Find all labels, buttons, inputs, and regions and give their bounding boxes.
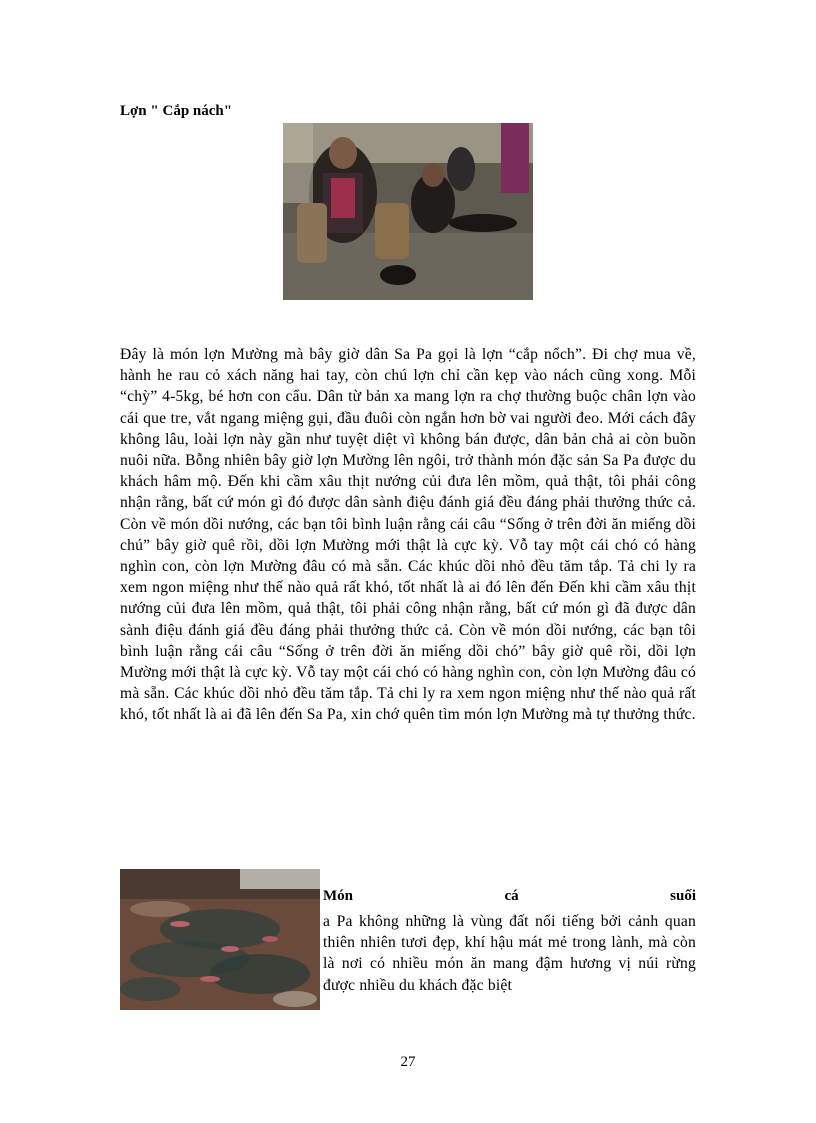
fish-title-word-1: Món: [323, 888, 353, 904]
stream-fish-paragraph: a Pa không những là vùng đất nổi tiếng bởi cảnh quan thiên nhiên tươi đẹp, khí hậu mát mẻ trong lành, mà còn là nơi có nhiều món ăn mang đậm hương vị núi rừng được nhiều du khách đặc biệt: [323, 913, 696, 994]
section-title-stream-fish: [323, 888, 696, 905]
section-title-pig: Lợn " Cắp nách": [120, 103, 233, 119]
stream-fish-photo: [120, 869, 320, 1010]
fish-title-word-2: cá: [504, 888, 519, 904]
stream-fish-illustration: [120, 869, 320, 1010]
pig-dish-paragraph: Đây là món lợn Mường mà bây giờ dân Sa Pa gọi là lợn “cắp nổch”. Đi chợ mua về, hành he rau cỏ xách năng hai tay, còn chú lợn chỉ cần kẹp vào nách cũng xong. Mỗi “chỳ” 4-5kg, bé hơn con cẩu. Dân từ bản xa mang lợn ra chợ thường buộc chân lợn vào cái que tre, vắt ngang miệng gụi, đầu đuôi còn ngắn hơn bờ vai người đeo. Mới cách đây không lâu, loài lợn này gần như tuyệt diệt vì không bán được, dân bản chả ai còn buồn nuôi nữa. Bỗng nhiên bây giờ lợn Mường lên ngôi, trở thành món đặc sản Sa Pa được du khách hâm mộ. Đến khi cầm xâu thịt nướng củi đưa lên mồm, quả thật, tôi phải công nhận rằng, bất cứ món gì đó được dân sành điệu đánh giá đều đáng phải thưởng thức cả. Còn về món dồi nướng, các bạn tôi bình luận rằng cái câu “Sống ở trên đời ăn miếng dồi chú” bây giờ quê rồi, dồi lợn Mường mới thật là cực kỳ. Vỗ tay một cái chó có hàng nghìn con, còn lợn Mường đâu có mà sẵn. Các khúc dồi nhỏ đều tăm tắp. Tả chi ly ra xem ngon miệng như thế nào quả rất khó, tốt nhất là ai đó lên đến Đến khi cầm xâu thịt nướng củi đưa lên mồm, quả thật, tôi phải công nhận rằng, bất cứ món gì đã được dân sành điệu đánh giá đều đáng phải thưởng thức cả. Còn về món dồi nướng, các bạn tôi bình luận rằng cái câu “Sống ở trên đời ăn miếng dồi chó” bây giờ quê rồi, dồi lợn Mường mới thật là cực kỳ. Vỗ tay một cái chó có hàng nghìn con, còn lợn Mường đâu có mà sẵn. Các khúc dồi nhỏ đều tăm tắp. Tả chi ly ra xem ngon miệng như thế nào quả rất khó, tốt nhất là ai đã lên đến Sa Pa, xin chớ quên tìm món lợn Mường mà tự thưởng thức.: [120, 346, 696, 724]
page-number: 27: [400, 1054, 416, 1070]
market-photo: [283, 123, 533, 300]
fish-title-word-3: suối: [670, 888, 696, 904]
market-photo-illustration: [283, 123, 533, 300]
